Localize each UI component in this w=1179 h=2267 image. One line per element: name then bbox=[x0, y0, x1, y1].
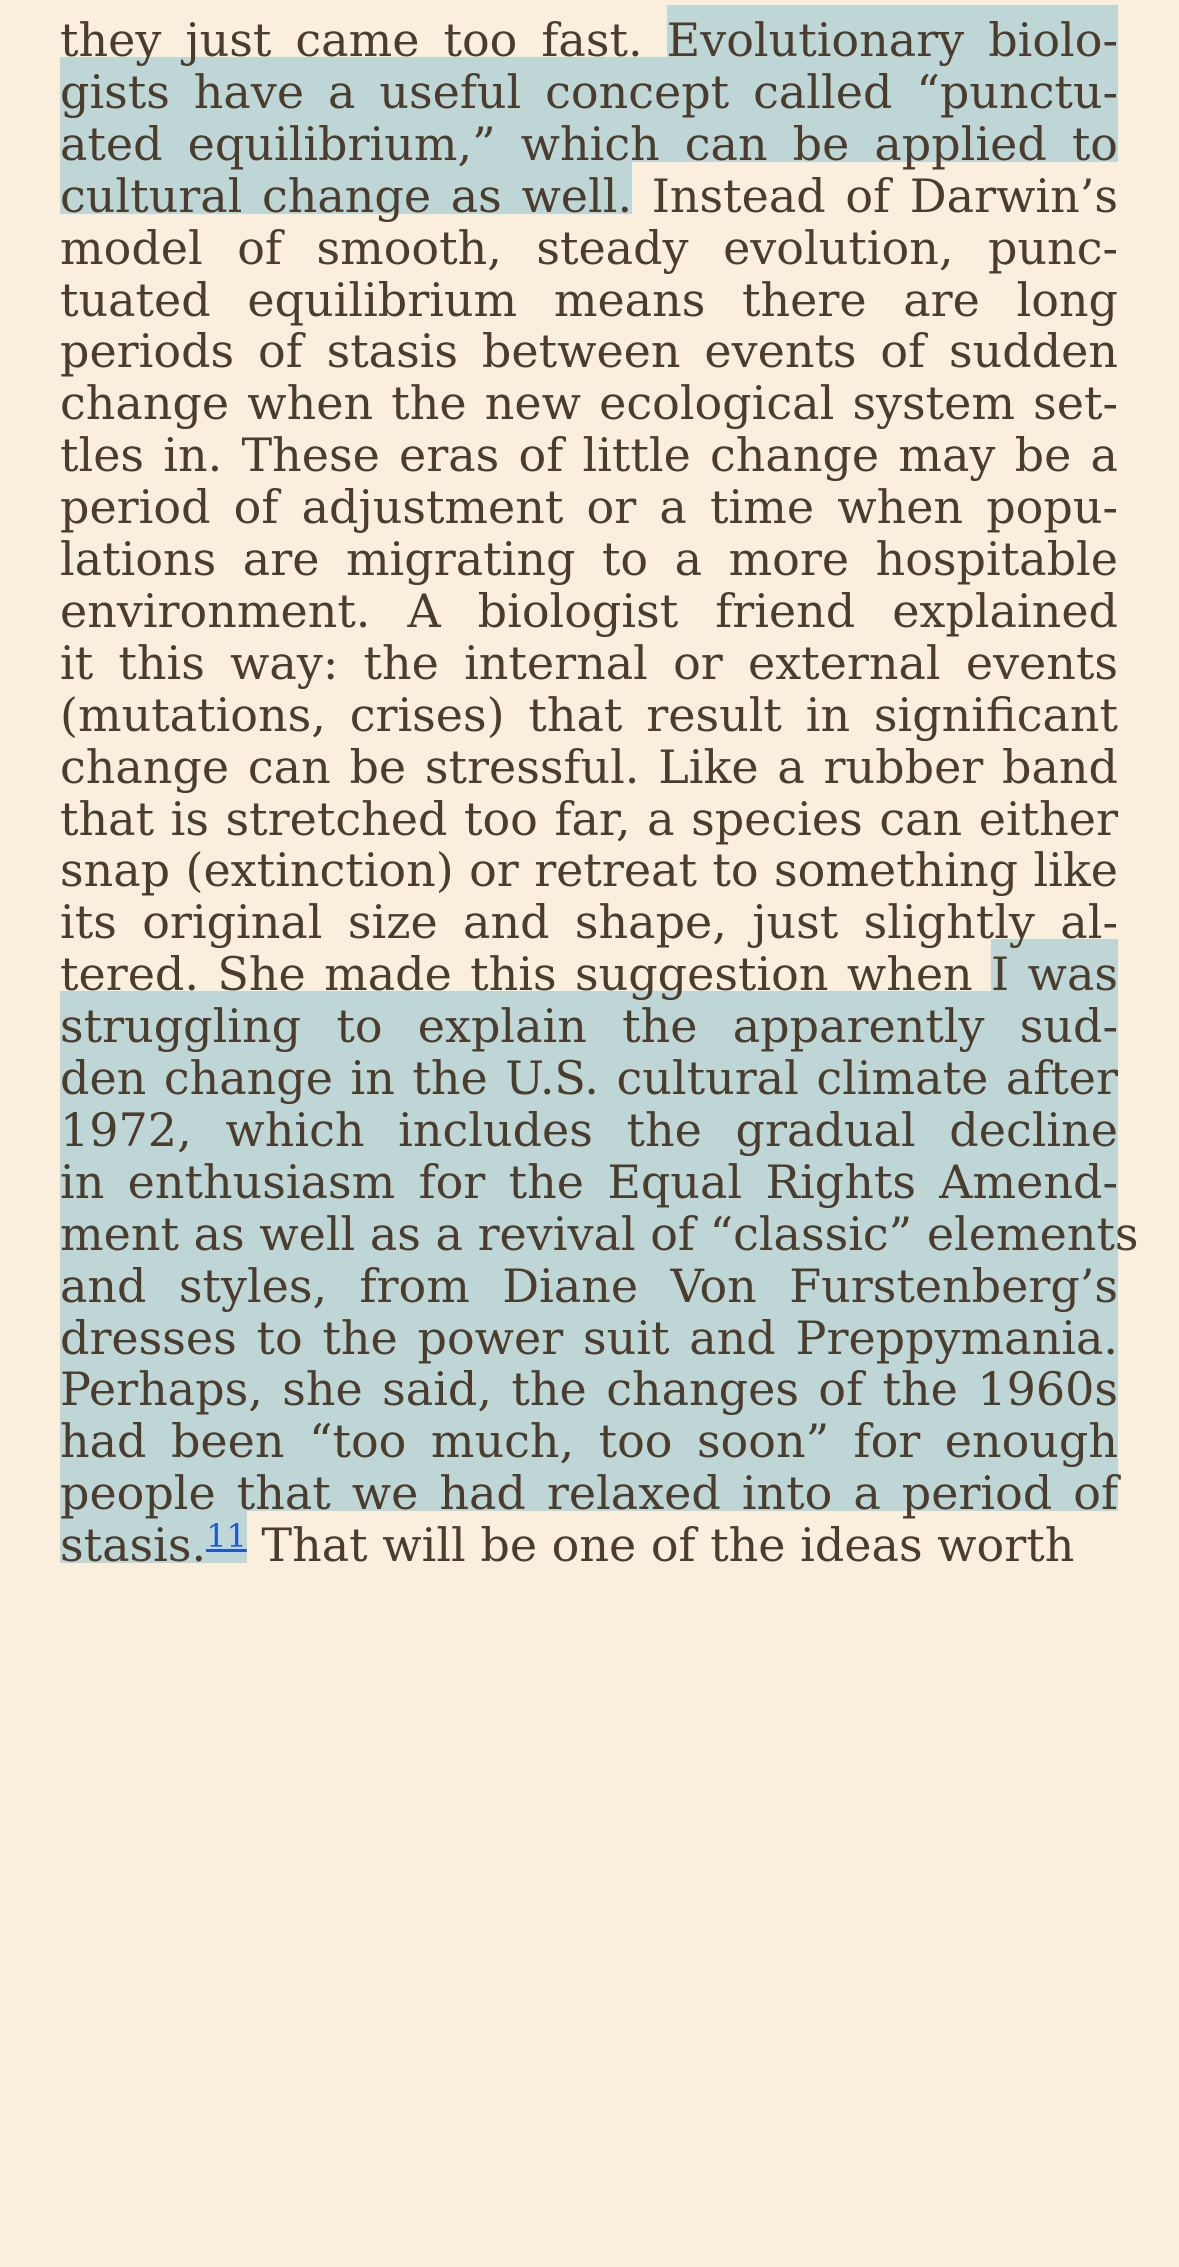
text-segment: change can be stressful. Like a rubber band bbox=[60, 739, 1118, 794]
text-segment: (mutations, crises) that result in significant bbox=[60, 687, 1118, 742]
highlighted-text[interactable]: cultural change as well. bbox=[60, 168, 633, 223]
footnote-link[interactable]: 11 bbox=[206, 1517, 247, 1556]
text-segment: environment. A biologist friend explained bbox=[60, 583, 1118, 638]
highlighted-text[interactable]: 1972, which includes the gradual decline bbox=[60, 1102, 1118, 1157]
highlighted-text[interactable]: stasis. bbox=[60, 1518, 207, 1573]
highlighted-text[interactable]: ment as well as a revival of “classic” elements bbox=[60, 1206, 1139, 1261]
text-segment: its original size and shape, just slightly al- bbox=[60, 895, 1118, 950]
text-segment: change when the new ecological system set- bbox=[60, 376, 1118, 431]
text-segment: Instead of Darwin’s bbox=[632, 168, 1118, 223]
text-segment: snap (extinction) or retreat to something like bbox=[60, 843, 1118, 898]
highlighted-text[interactable]: gists have a useful concept called “punctu- bbox=[60, 64, 1118, 119]
text-segment: That will be one of the ideas worth bbox=[246, 1518, 1075, 1573]
highlighted-text[interactable]: Evolutionary biolo- bbox=[666, 13, 1118, 67]
highlighted-text[interactable]: struggling to explain the apparently sud- bbox=[60, 999, 1118, 1054]
text-segment: it this way: the internal or external events bbox=[60, 635, 1118, 690]
text-segment: periods of stasis between events of sudden bbox=[60, 324, 1118, 379]
highlighted-text[interactable]: and styles, from Diane Von Furstenberg’s bbox=[60, 1258, 1118, 1313]
highlighted-text[interactable]: dresses to the power suit and Preppymania. bbox=[60, 1310, 1118, 1365]
highlighted-text[interactable]: Perhaps, she said, the changes of the 1960s bbox=[60, 1362, 1118, 1417]
text-segment: tuated equilibrium means there are long bbox=[60, 272, 1118, 327]
text-segment: tles in. These eras of little change may be a bbox=[60, 428, 1118, 483]
highlighted-text[interactable]: ated equilibrium,” which can be applied to bbox=[60, 116, 1118, 171]
text-segment: model of smooth, steady evolution, punc- bbox=[60, 220, 1118, 275]
text-segment: they just came too fast. bbox=[60, 13, 667, 67]
highlighted-text[interactable]: in enthusiasm for the Equal Rights Amend- bbox=[60, 1154, 1118, 1209]
highlighted-text[interactable]: had been “too much, too soon” for enough bbox=[60, 1414, 1118, 1469]
highlighted-text[interactable]: den change in the U.S. cultural climate after bbox=[60, 1051, 1118, 1105]
highlighted-text[interactable]: I was bbox=[991, 947, 1118, 1002]
highlighted-text[interactable]: people that we had relaxed into a period of bbox=[60, 1466, 1118, 1521]
text-segment: tered. She made this suggestion when bbox=[60, 947, 992, 1002]
text-segment: that is stretched too far, a species can either bbox=[60, 791, 1118, 846]
text-segment: lations are migrating to a more hospitable bbox=[60, 532, 1118, 586]
text-line bbox=[60, 1508, 1118, 1583]
text-segment: period of adjustment or a time when popu- bbox=[60, 480, 1118, 535]
